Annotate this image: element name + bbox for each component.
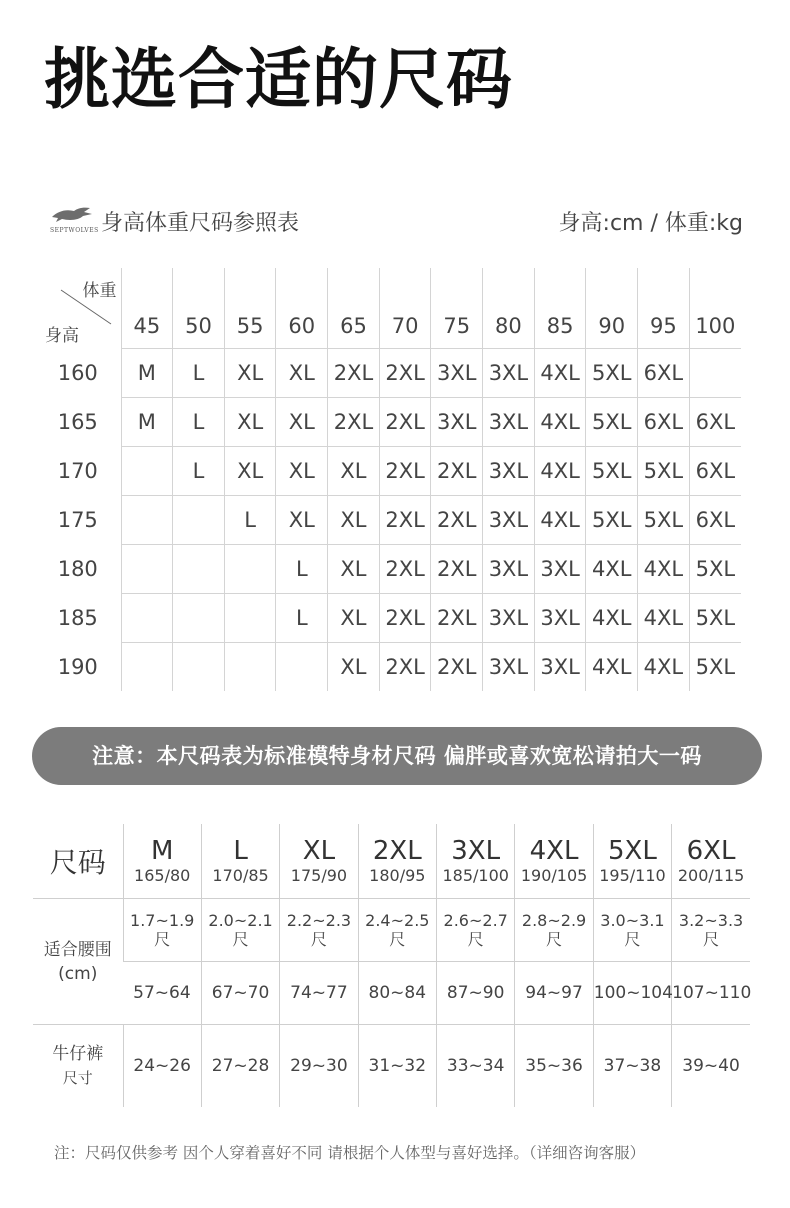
size-name: 6XL bbox=[686, 836, 736, 866]
size-cell: 2XL bbox=[379, 594, 431, 643]
height-cell: 165 bbox=[35, 398, 121, 447]
size-cell: 2XL bbox=[379, 643, 431, 692]
size-cell: 3XL bbox=[534, 594, 586, 643]
jeans-size-cell: 27~28 bbox=[201, 1025, 279, 1108]
chi-unit: 尺 bbox=[703, 930, 720, 949]
height-cell: 175 bbox=[35, 496, 121, 545]
size-name: M bbox=[150, 836, 174, 866]
weight-header: 65 bbox=[328, 268, 380, 349]
size-cell: 3XL bbox=[483, 447, 535, 496]
size-cell: 3XL bbox=[431, 349, 483, 398]
size-cell: 4XL bbox=[534, 349, 586, 398]
waist-cm-cell: 57~64 bbox=[123, 962, 201, 1025]
table-row bbox=[35, 349, 741, 398]
size-cell: 2XL bbox=[431, 447, 483, 496]
size-name: L bbox=[233, 836, 248, 866]
size-label: 尺码 bbox=[49, 846, 106, 879]
size-cell: L bbox=[173, 398, 225, 447]
waist-chi-cell bbox=[201, 899, 279, 962]
waist-cm-cell: 80~84 bbox=[358, 962, 436, 1025]
size-cell bbox=[276, 643, 328, 692]
jeans-size-cell: 29~30 bbox=[280, 1025, 358, 1108]
size-row bbox=[33, 824, 750, 899]
page-title: 挑选合适的尺码 bbox=[44, 41, 513, 118]
height-weight-size-table bbox=[35, 268, 741, 691]
height-waist: 165/80 bbox=[134, 866, 191, 885]
units-label: 身高:cm / 体重:kg bbox=[558, 211, 743, 236]
jeans-size-cell: 33~34 bbox=[437, 1025, 515, 1108]
size-cell: XL bbox=[328, 447, 380, 496]
waist-chi-cell bbox=[437, 899, 515, 962]
size-spec-table bbox=[33, 824, 750, 1107]
size-cell: 4XL bbox=[534, 447, 586, 496]
size-cell: 4XL bbox=[638, 643, 690, 692]
size-cell: XL bbox=[224, 349, 276, 398]
weight-header: 55 bbox=[224, 268, 276, 349]
chi-unit: 尺 bbox=[467, 930, 484, 949]
corner-height-label: 身高 bbox=[45, 326, 79, 346]
size-cell: XL bbox=[328, 643, 380, 692]
weight-header: 45 bbox=[121, 268, 173, 349]
jeans-size-cell: 39~40 bbox=[672, 1025, 750, 1108]
waist-chi-value: 2.0~2.1 bbox=[208, 911, 273, 930]
table-row bbox=[35, 545, 741, 594]
size-cell: 3XL bbox=[483, 643, 535, 692]
size-column-header bbox=[593, 824, 671, 899]
size-cell bbox=[173, 545, 225, 594]
size-cell bbox=[121, 643, 173, 692]
weight-header: 50 bbox=[173, 268, 225, 349]
chart-title: 身高体重尺码参照表 bbox=[101, 211, 300, 236]
chi-unit: 尺 bbox=[310, 930, 327, 949]
size-cell: 4XL bbox=[638, 545, 690, 594]
size-cell: 5XL bbox=[689, 594, 741, 643]
size-cell: 2XL bbox=[431, 643, 483, 692]
corner-cell bbox=[35, 268, 121, 349]
weight-header: 60 bbox=[276, 268, 328, 349]
waist-unit: (cm) bbox=[58, 963, 98, 984]
height-cell: 185 bbox=[35, 594, 121, 643]
height-waist: 200/115 bbox=[677, 866, 745, 885]
size-cell: 3XL bbox=[483, 496, 535, 545]
size-cell: 2XL bbox=[431, 594, 483, 643]
size-cell: 4XL bbox=[586, 594, 638, 643]
size-column-header bbox=[515, 824, 593, 899]
size-cell: 2XL bbox=[328, 349, 380, 398]
wolf-logo-icon bbox=[50, 205, 94, 225]
waist-cm-cell: 67~70 bbox=[201, 962, 279, 1025]
weight-header: 75 bbox=[431, 268, 483, 349]
brand-logo bbox=[50, 205, 99, 235]
size-cell bbox=[121, 447, 173, 496]
chi-unit: 尺 bbox=[389, 930, 406, 949]
size-cell: L bbox=[276, 594, 328, 643]
size-cell: M bbox=[121, 349, 173, 398]
chi-unit: 尺 bbox=[232, 930, 249, 949]
table-row bbox=[35, 398, 741, 447]
size-column-header bbox=[280, 824, 358, 899]
size-name: 5XL bbox=[608, 836, 657, 866]
size-cell bbox=[224, 545, 276, 594]
footnote: 注：尺码仅供参考 因个人穿着喜好不同 请根据个人体型与喜好选择。（详细咨询客服） bbox=[54, 1144, 646, 1162]
weight-header: 70 bbox=[379, 268, 431, 349]
size-cell: 5XL bbox=[586, 447, 638, 496]
size-cell: L bbox=[276, 545, 328, 594]
waist-chi-cell bbox=[123, 899, 201, 962]
size-cell: 2XL bbox=[379, 545, 431, 594]
size-column-header bbox=[201, 824, 279, 899]
height-waist: 195/110 bbox=[599, 866, 666, 885]
waist-chi-value: 1.7~1.9 bbox=[130, 911, 195, 930]
size-cell: 3XL bbox=[431, 398, 483, 447]
height-cell: 170 bbox=[35, 447, 121, 496]
size-cell: 6XL bbox=[689, 496, 741, 545]
size-cell: 6XL bbox=[689, 398, 741, 447]
table-row bbox=[35, 594, 741, 643]
waist-cm-cell: 74~77 bbox=[280, 962, 358, 1025]
table-row bbox=[35, 643, 741, 692]
size-cell: 4XL bbox=[638, 594, 690, 643]
size-name: XL bbox=[302, 836, 336, 866]
size-cell: XL bbox=[276, 398, 328, 447]
waist-chi-cell bbox=[593, 899, 671, 962]
notice-banner: 注意：本尺码表为标准模特身材尺码 偏胖或喜欢宽松请拍大一码 bbox=[32, 727, 762, 785]
size-cell: 2XL bbox=[431, 545, 483, 594]
size-cell: 2XL bbox=[379, 447, 431, 496]
waist-chi-value: 2.8~2.9 bbox=[521, 911, 587, 930]
size-cell: 3XL bbox=[483, 594, 535, 643]
waist-label-cell bbox=[33, 899, 123, 1025]
size-cell bbox=[173, 643, 225, 692]
size-cell bbox=[173, 594, 225, 643]
size-cell bbox=[224, 594, 276, 643]
size-cell: 4XL bbox=[586, 545, 638, 594]
waist-chi-value: 3.2~3.3 bbox=[678, 911, 744, 930]
size-cell: 4XL bbox=[534, 398, 586, 447]
size-cell: 5XL bbox=[586, 398, 638, 447]
jeans-row bbox=[33, 1025, 750, 1108]
corner-weight-label: 体重 bbox=[82, 281, 117, 301]
waist-chi-cell bbox=[672, 899, 750, 962]
size-cell bbox=[689, 349, 741, 398]
jeans-label-cell bbox=[33, 1025, 123, 1108]
size-cell: L bbox=[173, 349, 225, 398]
waist-cm-row bbox=[33, 962, 750, 1025]
size-cell: 5XL bbox=[689, 545, 741, 594]
size-cell bbox=[173, 496, 225, 545]
height-cell: 180 bbox=[35, 545, 121, 594]
size-cell: XL bbox=[276, 447, 328, 496]
size-cell: XL bbox=[224, 398, 276, 447]
size-cell: XL bbox=[328, 594, 380, 643]
size-cell: 5XL bbox=[689, 643, 741, 692]
waist-cm-cell: 100~104 bbox=[593, 962, 671, 1025]
waist-chi-value: 2.6~2.7 bbox=[443, 911, 508, 930]
waist-chi-value: 2.4~2.5 bbox=[365, 911, 430, 930]
waist-chi-row bbox=[33, 899, 750, 962]
size-cell: 2XL bbox=[431, 496, 483, 545]
size-column-header bbox=[672, 824, 750, 899]
height-waist: 170/85 bbox=[212, 866, 269, 885]
waist-cm-cell: 94~97 bbox=[515, 962, 593, 1025]
table-row bbox=[35, 447, 741, 496]
brand-name: SEPTWOLVES bbox=[50, 227, 99, 234]
jeans-size-cell: 37~38 bbox=[593, 1025, 671, 1108]
size-cell: 3XL bbox=[483, 398, 535, 447]
waist-chi-value: 3.0~3.1 bbox=[600, 911, 665, 930]
size-cell: L bbox=[224, 496, 276, 545]
size-cell: XL bbox=[276, 349, 328, 398]
size-cell bbox=[121, 545, 173, 594]
size-cell: 5XL bbox=[638, 496, 690, 545]
height-waist: 190/105 bbox=[520, 866, 588, 885]
size-cell: XL bbox=[328, 496, 380, 545]
size-cell: 3XL bbox=[483, 545, 535, 594]
size-name: 3XL bbox=[451, 836, 501, 866]
waist-cm-cell: 87~90 bbox=[437, 962, 515, 1025]
waist-chi-cell bbox=[358, 899, 436, 962]
size-cell: XL bbox=[224, 447, 276, 496]
size-column-header bbox=[123, 824, 201, 899]
size-cell bbox=[121, 496, 173, 545]
size-cell: 5XL bbox=[586, 496, 638, 545]
table-row bbox=[35, 496, 741, 545]
jeans-label: 牛仔裤 bbox=[52, 1044, 104, 1064]
waist-cm-cell: 107~110 bbox=[672, 962, 750, 1025]
size-cell: M bbox=[121, 398, 173, 447]
size-cell: 2XL bbox=[379, 398, 431, 447]
waist-chi-value: 2.2~2.3 bbox=[286, 911, 352, 930]
waist-chi-cell bbox=[515, 899, 593, 962]
weight-header: 100 bbox=[689, 268, 741, 349]
height-waist: 185/100 bbox=[442, 866, 509, 885]
size-cell: 4XL bbox=[586, 643, 638, 692]
size-name: 2XL bbox=[372, 836, 422, 866]
size-cell bbox=[224, 643, 276, 692]
weight-header: 80 bbox=[483, 268, 535, 349]
chi-unit: 尺 bbox=[154, 930, 171, 949]
size-cell: 6XL bbox=[638, 398, 690, 447]
size-cell: 2XL bbox=[379, 349, 431, 398]
height-cell: 160 bbox=[35, 349, 121, 398]
chi-unit: 尺 bbox=[624, 930, 641, 949]
size-cell: 5XL bbox=[586, 349, 638, 398]
size-cell: XL bbox=[276, 496, 328, 545]
weight-header: 90 bbox=[586, 268, 638, 349]
size-column-header bbox=[358, 824, 436, 899]
weight-header: 95 bbox=[638, 268, 690, 349]
size-cell: 3XL bbox=[483, 349, 535, 398]
weight-header-row bbox=[35, 268, 741, 349]
waist-label: 适合腰围 bbox=[43, 939, 112, 960]
size-column-header bbox=[437, 824, 515, 899]
size-cell: L bbox=[173, 447, 225, 496]
jeans-sub-label: 尺寸 bbox=[62, 1069, 93, 1087]
jeans-size-cell: 24~26 bbox=[123, 1025, 201, 1108]
weight-header: 85 bbox=[534, 268, 586, 349]
height-waist: 175/90 bbox=[290, 866, 348, 885]
size-cell: 2XL bbox=[328, 398, 380, 447]
jeans-size-cell: 31~32 bbox=[358, 1025, 436, 1108]
size-label-cell bbox=[33, 824, 123, 899]
jeans-size-cell: 35~36 bbox=[515, 1025, 593, 1108]
size-cell bbox=[121, 594, 173, 643]
size-cell: 4XL bbox=[534, 496, 586, 545]
size-cell: 6XL bbox=[689, 447, 741, 496]
size-name: 4XL bbox=[529, 836, 579, 866]
waist-chi-cell bbox=[280, 899, 358, 962]
size-cell: 5XL bbox=[638, 447, 690, 496]
size-cell: 3XL bbox=[534, 643, 586, 692]
size-cell: 6XL bbox=[638, 349, 690, 398]
chi-unit: 尺 bbox=[546, 930, 563, 949]
size-cell: XL bbox=[328, 545, 380, 594]
size-cell: 3XL bbox=[534, 545, 586, 594]
height-cell: 190 bbox=[35, 643, 121, 692]
height-waist: 180/95 bbox=[369, 866, 426, 885]
size-cell: 2XL bbox=[379, 496, 431, 545]
